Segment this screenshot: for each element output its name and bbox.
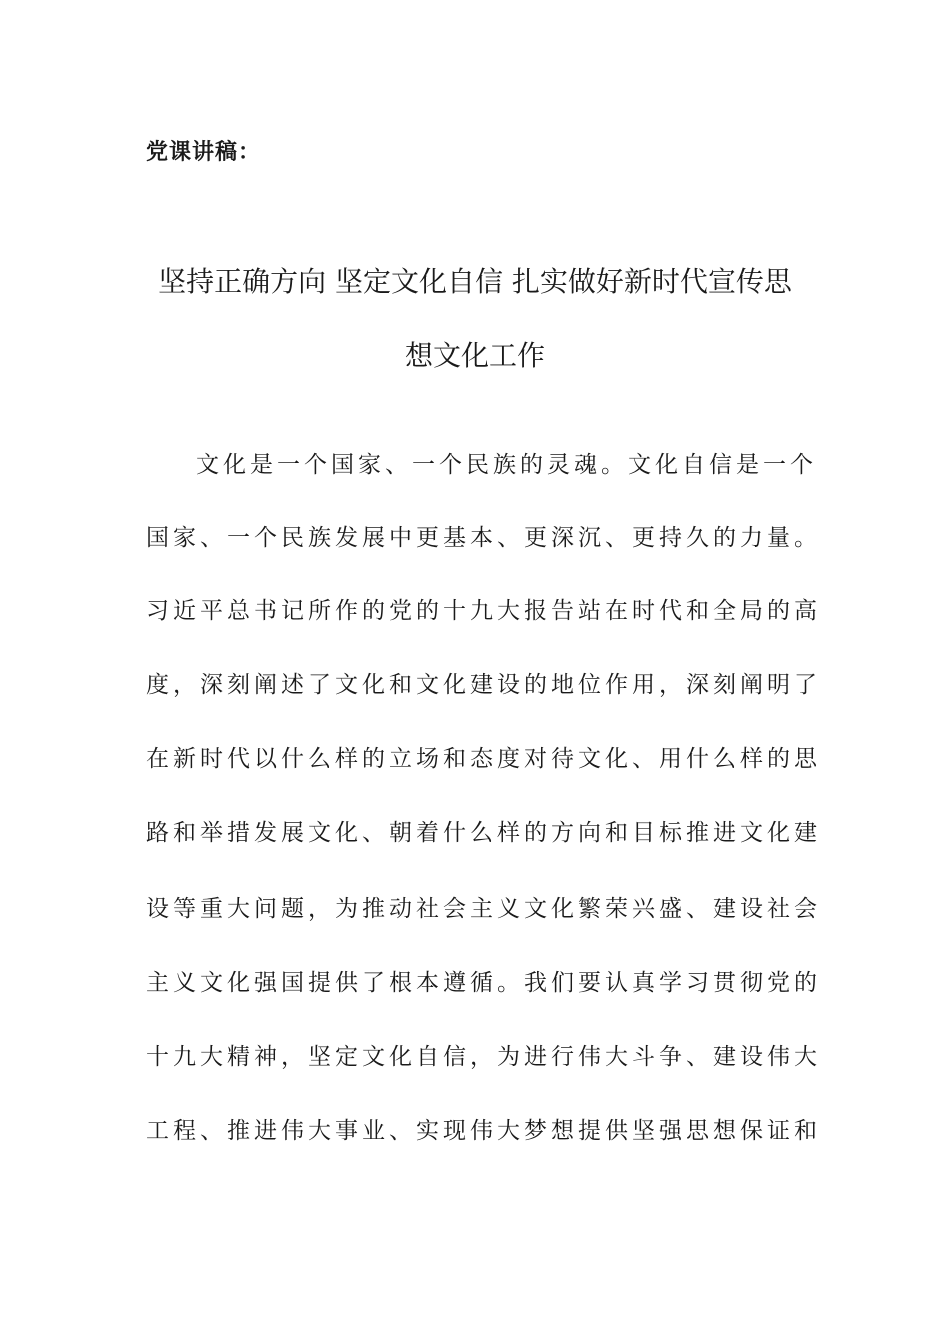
document-title-line-2: 想文化工作	[404, 339, 545, 372]
document-label: 党课讲稿：	[146, 140, 262, 165]
document-title-line-1: 坚持正确方向 坚定文化自信 扎实做好新时代宣传思	[158, 265, 792, 298]
body-text-line-7: 设等重大问题，为推动社会主义文化繁荣兴盛、建设社会	[146, 896, 821, 922]
body-text-line-1: 文化是一个国家、一个民族的灵魂。文化自信是一个	[196, 452, 817, 478]
body-text-line-2: 国家、一个民族发展中更基本、更深沉、更持久的力量。	[146, 525, 821, 551]
body-text-line-10: 工程、推进伟大事业、实现伟大梦想提供坚强思想保证和	[146, 1118, 821, 1144]
body-text-line-8: 主义文化强国提供了根本遵循。我们要认真学习贯彻党的	[146, 970, 821, 996]
body-text-line-3: 习近平总书记所作的党的十九大报告站在时代和全局的高	[146, 598, 821, 624]
body-text-line-9: 十九大精神，坚定文化自信，为进行伟大斗争、建设伟大	[146, 1044, 821, 1070]
body-text-line-4: 度，深刻阐述了文化和文化建设的地位作用，深刻阐明了	[146, 672, 821, 698]
body-text-line-6: 路和举措发展文化、朝着什么样的方向和目标推进文化建	[146, 820, 821, 846]
body-text-line-5: 在新时代以什么样的立场和态度对待文化、用什么样的思	[146, 746, 821, 772]
